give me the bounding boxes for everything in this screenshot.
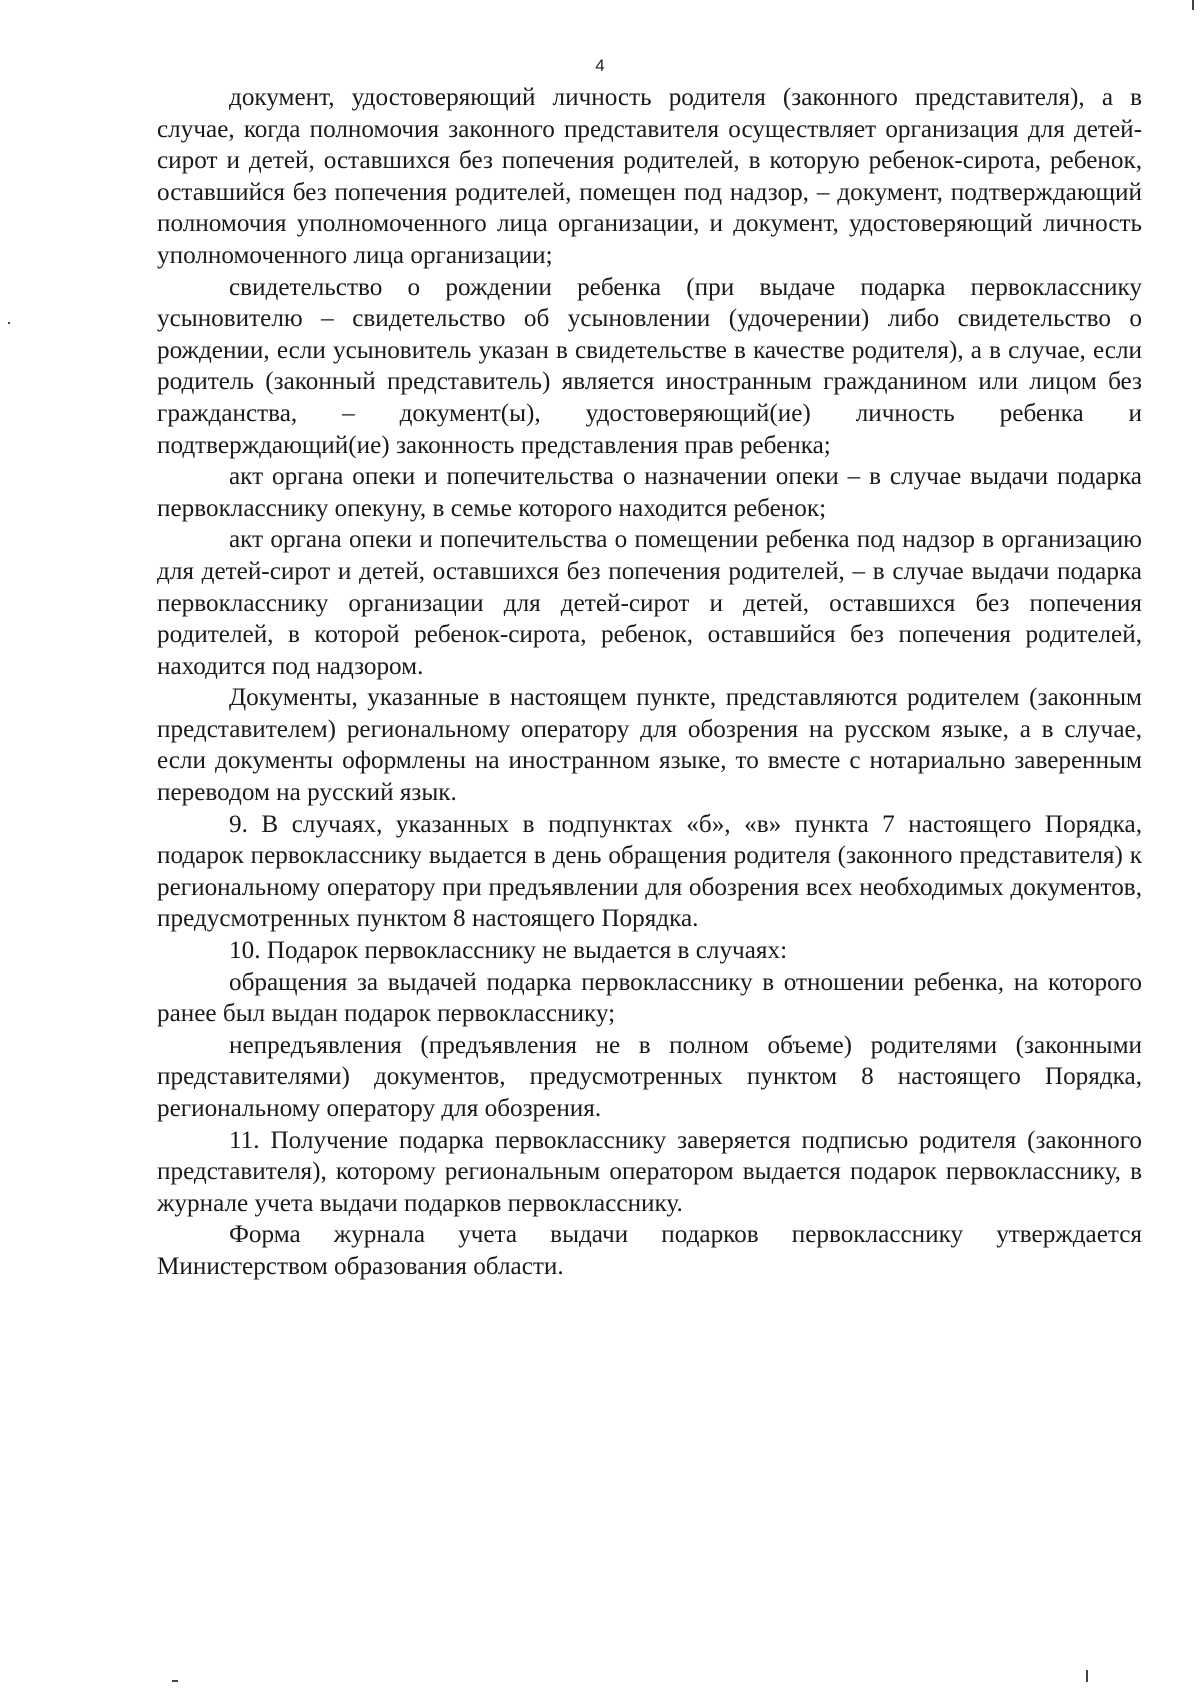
paragraph-item-11: 11. Получение подарка первокласснику заверяется подписью родителя (законного представителя), которому региональным оператором выдается подарок первокласснику, в журнале учета выдачи подарков первокласснику. [157,1126,1142,1217]
scan-artifact [1086,1670,1088,1682]
scan-artifact [172,1680,178,1682]
paragraph-guardianship-act: акт органа опеки и попечительства о назначении опеки – в случае выдачи подарка первокласснику опекуну, в семье которого находится ребенок; [157,463,1142,522]
paragraph-identity-document: документ, удостоверяющий личность родителя (законного представителя), а в случае, когда полномочия законного представителя осуществляет организация для детей-сирот и детей, оставшихся без попечения родителей, в которую ребенок-сирота, ребенок, оставшийся без попечения родителей, помещен под надзор, – документ, подтверждающий полномочия уполномоченного лица организации, и документ, удостоверяющий личность уполномоченного лица организации; [157,84,1142,269]
paragraph-journal-form: Форма журнала учета выдачи подарков первокласснику утверждается Министерством образования области. [157,1221,1142,1280]
document-body [157,82,1142,1283]
paragraph-item-9: 9. В случаях, указанных в подпунктах «б», «в» пункта 7 настоящего Порядка, подарок первокласснику выдается в день обращения родителя (законного представителя) к региональному оператору при предъявлении для обозрения всех необходимых документов, предусмотренных пунктом 8 настоящего Порядка. [157,810,1142,933]
paragraph-supervision-act: акт органа опеки и попечительства о помещении ребенка под надзор в организацию для детей-сирот и детей, оставшихся без попечения родителей, – в случае выдачи подарка первокласснику организации для детей-сирот и детей, оставшихся без попечения родителей, в которой ребенок-сирота, ребенок, оставшийся без попечения родителей, находится под надзором. [157,526,1142,680]
scan-artifact [8,322,10,324]
paragraph-documents-language: Документы, указанные в настоящем пункте, представляются родителем (законным представителем) региональному оператору для обозрения на русском языке, а в случае, если документы оформлены на иностранном языке, то вместе с нотариально заверенным переводом на русский язык. [157,684,1142,807]
page-number: 4 [595,56,605,75]
paragraph-birth-certificate: свидетельство о рождении ребенка (при выдаче подарка первокласснику усыновителю – свидетельство об усыновлении (удочерении) либо свидетельство о рождении, если усыновитель указан в свидетельстве в качестве родителя), а в случае, если родитель (законный представитель) является иностранным гражданином или лицом без гражданства, – документ(ы), удостоверяющий(ие) личность ребенка и подтверждающий(ие) законность представления прав ребенка; [157,273,1142,459]
paragraph-refusal-documents: непредъявления (предъявления не в полном объеме) родителями (законными представителями) документов, предусмотренных пунктом 8 настоящего Порядка, региональному оператору для обозрения. [157,1031,1142,1122]
paragraph-refusal-repeat: обращения за выдачей подарка первокласснику в отношении ребенка, на которого ранее был выдан подарок первокласснику; [157,968,1142,1028]
paragraph-item-10: 10. Подарок первокласснику не выдается в случаях: [229,937,788,965]
scan-artifact [1192,0,1194,10]
